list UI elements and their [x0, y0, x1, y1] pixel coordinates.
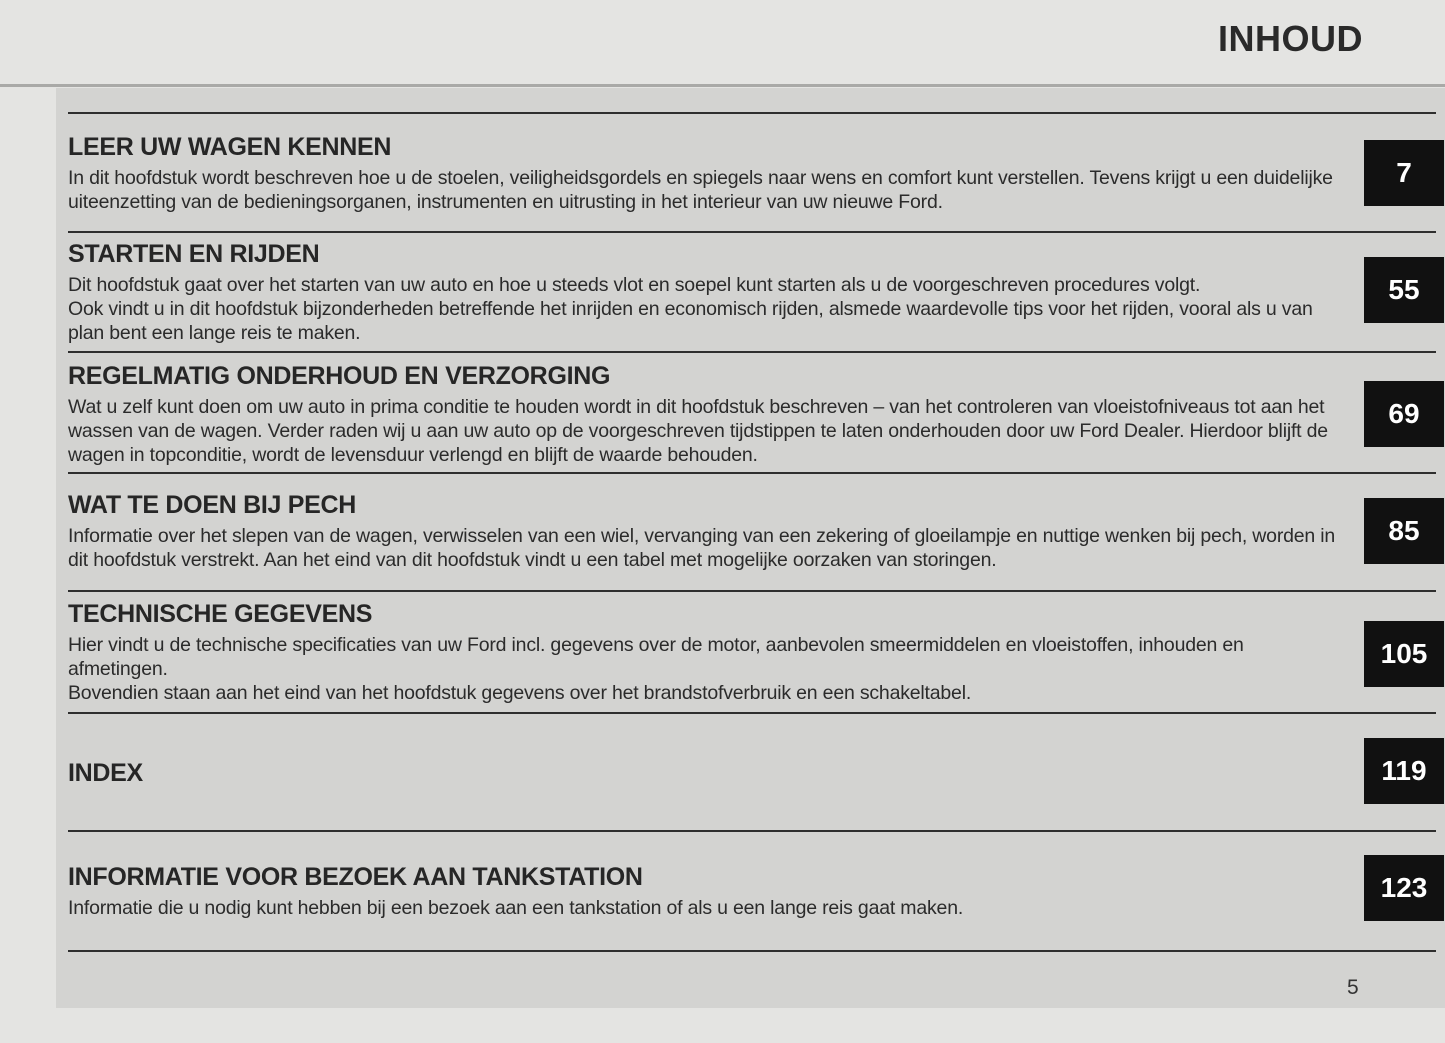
- section-divider: [68, 351, 1436, 353]
- section-description: In dit hoofdstuk wordt beschreven hoe u de stoelen, veiligheidsgordels en spiegels naar wens en comfort kunt verstellen. Tevens krijgt u een duidelijke uiteenzetting van de bedieningsorganen, instrumenten en uitrusting in het interieur van uw nieuwe Ford.: [68, 167, 1333, 213]
- page-tab-7[interactable]: 7: [1364, 140, 1444, 206]
- section-description: Informatie over het slepen van de wagen, verwisselen van een wiel, vervanging van een zekering of gloeilampje en nuttige wenken bij pech, worden in dit hoofdstuk verstrekt. Aan het eind van dit hoofdstuk vindt u een tabel met mogelijke oorzaken van storingen.: [68, 525, 1336, 571]
- section-divider: [68, 950, 1436, 952]
- section-title: INFORMATIE VOOR BEZOEK AAN TANKSTATION: [68, 863, 643, 891]
- page-tab-69[interactable]: 69: [1364, 381, 1444, 447]
- page-tab-105[interactable]: 105: [1364, 621, 1444, 687]
- section-divider: [68, 112, 1436, 114]
- toc-entry-informatie-tankstation[interactable]: [68, 862, 1348, 920]
- section-divider: [68, 231, 1436, 233]
- section-description: Dit hoofdstuk gaat over het starten van uw auto en hoe u steeds vlot en soepel kunt starten als u de voorgeschreven procedures volgt. Ook vindt u in dit hoofdstuk bijzonderheden betreffende het inrijden en economisch rijden, alsmede waardevolle tips voor het rijden, vooral als u van plan bent een lange reis te maken.: [68, 274, 1313, 344]
- footer-band: [0, 1008, 1445, 1043]
- section-divider: [68, 590, 1436, 592]
- page-tab-55[interactable]: 55: [1364, 257, 1444, 323]
- page-number: 5: [1347, 976, 1359, 999]
- section-description: Informatie die u nodig kunt hebben bij een bezoek aan een tankstation of als u een lange reis gaat maken.: [68, 897, 964, 919]
- section-divider: [68, 472, 1436, 474]
- header-divider: [0, 84, 1445, 87]
- section-title: STARTEN EN RIJDEN: [68, 240, 320, 268]
- toc-entry-wat-te-doen-bij-pech[interactable]: [68, 490, 1348, 572]
- section-title: TECHNISCHE GEGEVENS: [68, 600, 373, 628]
- page-tab-123[interactable]: 123: [1364, 855, 1444, 921]
- section-title: INDEX: [68, 759, 143, 787]
- page-title: INHOUD: [1218, 18, 1363, 59]
- section-divider: [68, 712, 1436, 714]
- section-title: LEER UW WAGEN KENNEN: [68, 133, 392, 161]
- section-divider: [68, 830, 1436, 832]
- section-description: Wat u zelf kunt doen om uw auto in prima conditie te houden wordt in dit hoofdstuk beschreven – van het controleren van vloeistofniveaus tot aan het wassen van de wagen. Verder raden wij u aan uw auto op de voorgeschreven tijdstippen te laten onderhouden door uw Ford Dealer. Hierdoor blijft de wagen in topconditie, wordt de levensduur verlengd en blijft de waarde behouden.: [68, 396, 1328, 466]
- section-title: REGELMATIG ONDERHOUD EN VERZORGING: [68, 362, 611, 390]
- toc-entry-technische-gegevens[interactable]: [68, 599, 1348, 705]
- section-description: Hier vindt u de technische specificaties van uw Ford incl. gegevens over de motor, aanbevolen smeermiddelen en vloeistoffen, inhouden en afmetingen. Bovendien staan aan het eind van het hoofdstuk gegevens over het brandstofverbruik en een schakeltabel.: [68, 634, 1244, 704]
- page-tab-119[interactable]: 119: [1364, 738, 1444, 804]
- toc-entry-starten-en-rijden[interactable]: [68, 239, 1348, 345]
- toc-entry-regelmatig-onderhoud[interactable]: [68, 361, 1348, 467]
- page-tab-85[interactable]: 85: [1364, 498, 1444, 564]
- toc-entry-index[interactable]: [68, 758, 1348, 792]
- toc-entry-leer-uw-wagen-kennen[interactable]: [68, 132, 1348, 214]
- section-title: WAT TE DOEN BIJ PECH: [68, 491, 357, 519]
